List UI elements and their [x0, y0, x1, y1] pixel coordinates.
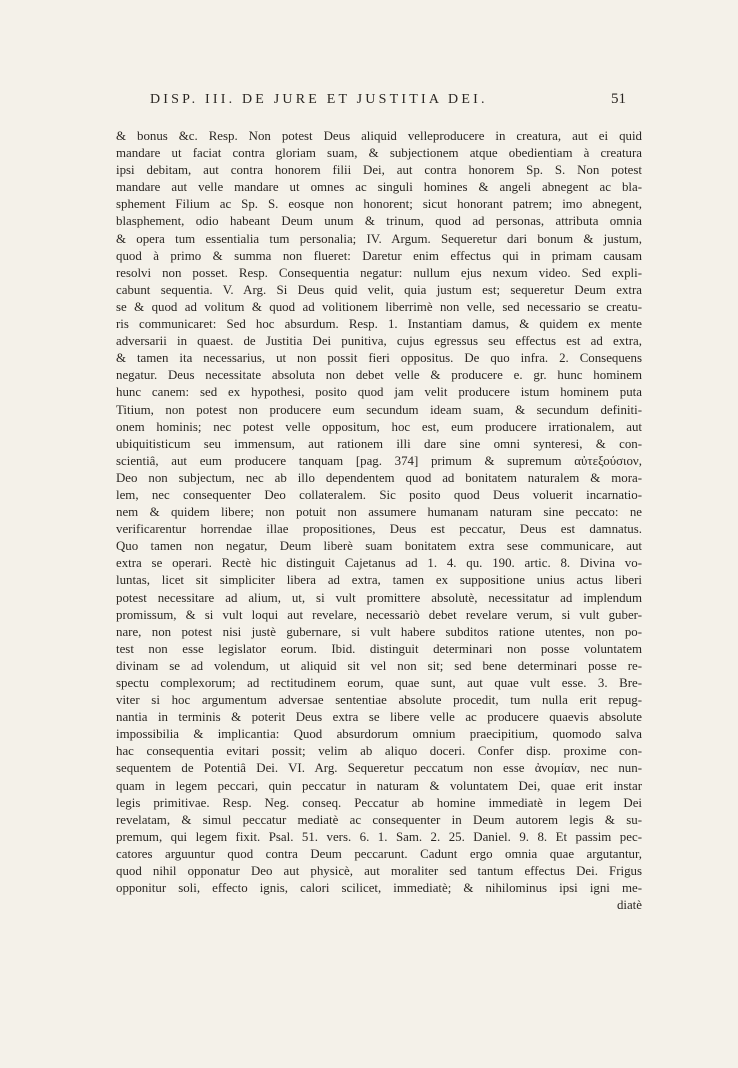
text-line: adversarii in quaest. de Justitia Dei punitiva, cujus egressus seu effectus est ad extra,: [116, 334, 642, 349]
text-line: viter si hoc argumentum adversae sententiae absolute procedit, tum nulla erit repug-: [116, 693, 642, 708]
text-line: & tamen ita necessarius, ut non possit fieri oppositus. De quo infra. 2. Consequens: [116, 351, 642, 366]
text-line: quam in legem peccari, quin peccatur in naturam & voluntatem Dei, quae erit instar: [116, 778, 642, 793]
text-line: lem, nec consequenter Deo collateralem. Sic posito quod Deus voluerit incarnatio-: [116, 487, 642, 502]
text-line: sphement Filium ac Sp. S. eosque non honorent; sicut honorant patrem; imo abnegent,: [116, 197, 642, 212]
running-title: DISP. III. DE JURE ET JUSTITIA DEI.: [150, 92, 488, 107]
text-line: spectu complexorum; ad rectitudinem eorum, quae sunt, aut quae vult esse. 3. Bre-: [116, 676, 642, 690]
text-line: resolvi non posset. Resp. Consequentia negatur: nullum ejus nexum video. Sed expli-: [116, 265, 642, 280]
text-line: hac consequentia evitari possit; velim ab aliquo doceri. Confer disp. proxime con-: [116, 744, 642, 759]
text-line: promissum, & si vult loqui aut revelare, necessariò debet revelare verum, si vult guber-: [116, 607, 642, 622]
text-line: nantia in terminis & poterit Deus extra se libere velle ac producere quaevis absolute: [116, 710, 642, 725]
text-line: ubiquitisticum seu immensum, aut rationem illi dare sine omni synteresi, & con-: [116, 436, 642, 451]
text-line: & bonus &c. Resp. Non potest Deus aliquid velleproducere in creatura, aut ei quid: [116, 129, 642, 143]
text-line: divinam se ad volendum, ut aliquid sit vel non sit; sed bene determinari posse re-: [116, 658, 642, 673]
text-line: legis primitivae. Resp. Neg. conseq. Peccatur ab homine immediatè in legem Dei: [116, 795, 642, 810]
text-line: cabunt sequentia. V. Arg. Si Deus quid velit, quia justum est; sequeretur Deum extra: [116, 282, 642, 297]
text-line: impossibilia & implicantia: Quod absurdorum omnium praecipitium, quomodo salva: [116, 727, 642, 742]
text-line: nare, non potest nisi justè gubernare, si vult habere subditos ratione utentes, non po-: [116, 624, 642, 639]
text-line: scientiâ, aut eum producere tanquam [pag. 374] primum & supremum αὐτεξούσιον,: [116, 453, 642, 468]
text-line: potest necessitare ad alium, ut, si vult promittere absolutè, necessitatur ad implendum: [116, 590, 642, 605]
text-line: mandare ut faciat contra gloriam suam, & subjectionem atque obedientiam à creatura: [116, 146, 642, 161]
text-line: Quo tamen non negatur, Deum liberè suam bonitatem extra sese communicare, aut: [116, 539, 642, 554]
text-line: catores arguuntur quod contra Deum peccarunt. Cadunt ergo omnia quae argutantur,: [116, 846, 642, 861]
text-line: nem & quidem libere; non potuit non assumere humanam naturam sine peccato: ne: [116, 505, 642, 520]
text-line: sequentem de Potentiâ Dei. VI. Arg. Sequeretur peccatum non esse ἀνομίαν, nec nun-: [116, 761, 642, 776]
text-line: onem hominis; nec potest velle oppositum, hoc est, eum producere irrationalem, aut: [116, 419, 642, 434]
text-line: se & quod ad volitum & quod ad volitionem liberrimè non velle, sed necessario se creatu-: [116, 299, 642, 314]
page-number: 51: [611, 91, 626, 107]
text-line: Titium, non potest non producere eum secundum ideam suam, & secundum definiti-: [116, 402, 642, 417]
text-line: & opera tum essentialia tum personalia; IV. Argum. Sequeretur dari bonum & justum,: [116, 231, 642, 246]
text-line: opponitur soli, effecto ignis, calori scilicet, immediatè; & nihilominus ipsi igni me-: [116, 881, 642, 896]
text-line: quod nihil opponatur Deo aut physicè, aut moraliter sed tantum effectus Dei. Frigus: [116, 864, 642, 879]
body-text: [116, 128, 642, 914]
text-line: test non esse legislator eorum. Ibid. distinguit determinari non posse voluntatem: [116, 641, 642, 656]
text-line: extra se operari. Rectè hic distinguit Cajetanus ad 1. 4. qu. 190. artic. 8. Divina vo-: [116, 556, 642, 571]
catchword: diatè: [616, 898, 642, 913]
text-line: mandare aut velle mandare ut omnes ac singuli homines & angeli abnegent ac bla-: [116, 180, 642, 195]
text-line: hunc canem: sed ex hypothesi, posito quod jam velit producere istum hominem puta: [116, 385, 642, 400]
text-line: blasphement, odio habeant Deum unum & trinum, quod ad personas, attributa omnia: [116, 214, 642, 229]
text-line: negatur. Deus necessitate absoluta non debet velle & producere e. gr. hunc hominem: [116, 368, 642, 383]
text-line: ipsi debitam, aut contra honorem filii Dei, aut contra honorem Sp. S. Non potest: [116, 163, 642, 178]
text-line: premum, qui legem fixit. Psal. 51. vers. 6. 1. Sam. 2. 25. Daniel. 9. 8. Et passim pec-: [116, 829, 642, 844]
text-line: quod à primo & summa non flueret: Daretur enim effectus qui in primam causam: [116, 248, 642, 263]
text-line: Deo non subjectum, nec ab illo dependentem quod ad bonitatem naturalem & mora-: [116, 470, 642, 485]
text-line: luntas, licet sit simpliciter libera ad extra, tamen ex suppositione unius actus liberi: [116, 573, 642, 588]
text-line: revelatam, & simul peccatur mediatè ac consequenter in Deum autorem legis & su-: [116, 812, 642, 827]
text-line: verificarentur horrendae illae propositiones, Deus est peccatur, Deus est damnatus.: [116, 522, 642, 537]
text-line: ris communicaret: Sed hoc absurdum. Resp. 1. Instantiam damus, & quidem ex mente: [116, 317, 642, 332]
